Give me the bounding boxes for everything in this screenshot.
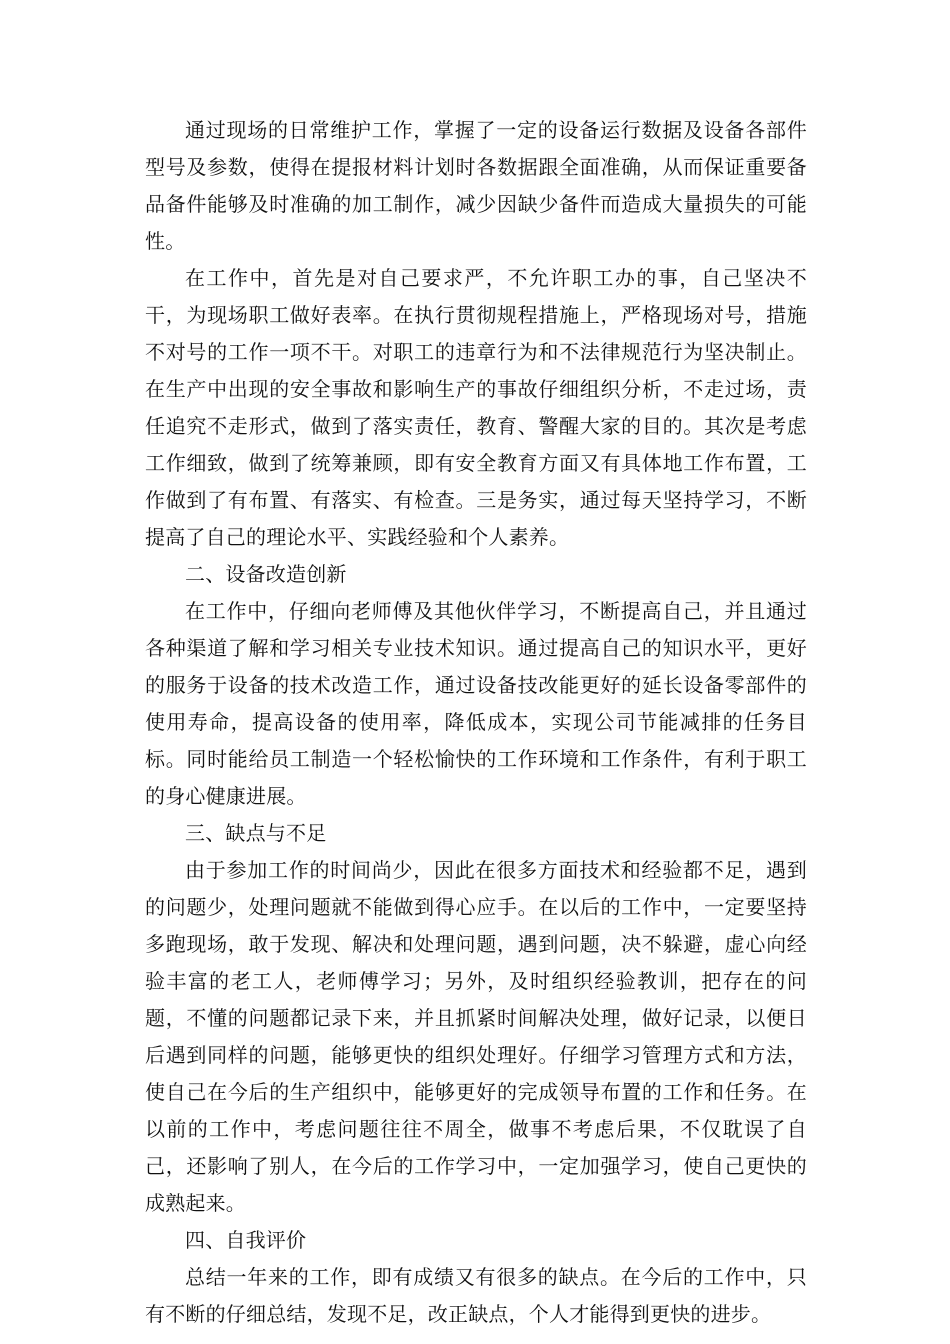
section-heading-shortcomings: 三、缺点与不足 bbox=[185, 821, 327, 845]
paragraph-maintenance: 通过现场的日常维护工作，掌握了一定的设备运行数据及设备各部件型号及参数，使得在提报材料计划时各数据跟全面准确，从而保证重要备品备件能够及时准确的加工制作，减少因缺少备件而造成大量损失的可能性。 bbox=[145, 118, 807, 253]
paragraph-shortcomings: 由于参加工作的时间尚少，因此在很多方面技术和经验都不足，遇到的问题少，处理问题就不能做到得心应手。在以后的工作中，一定要坚持多跑现场，敢于发现、解决和处理问题，遇到问题，决不躲避，虚心向经验丰富的老工人，老师傅学习；另外，及时组织经验教训，把存在的问题，不懂的问题都记录下来，并且抓紧时间解决处理，做好记录，以便日后遇到同样的问题，能够更快的组织处理好。仔细学习管理方式和方法，使自己在今后的生产组织中，能够更好的完成领导布置的工作和任务。在以前的工作中，考虑问题往往不周全，做事不考虑后果，不仅耽误了自己，还影响了别人，在今后的工作学习中，一定加强学习，使自己更快的成熟起来。 bbox=[145, 858, 807, 1215]
paragraph-self-evaluation: 总结一年来的工作，即有成绩又有很多的缺点。在今后的工作中，只有不断的仔细总结，发现不足，改正缺点，个人才能得到更快的进步。 bbox=[145, 1265, 807, 1326]
paragraph-work-attitude: 在工作中，首先是对自己要求严，不允许职工办的事，自己坚决不干，为现场职工做好表率。在执行贯彻规程措施上，严格现场对号，措施不对号的工作一项不干。对职工的违章行为和不法律规范行为坚决制止。在生产中出现的安全事故和影响生产的事故仔细组织分析，不走过场，责任追究不走形式，做到了落实责任，教育、警醒大家的目的。其次是考虑工作细致，做到了统筹兼顾，即有安全教育方面又有具体地工作布置，工作做到了有布置、有落实、有检查。三是务实，通过每天坚持学习，不断提高了自己的理论水平、实践经验和个人素养。 bbox=[145, 266, 807, 549]
paragraph-equipment-innovation: 在工作中，仔细向老师傅及其他伙伴学习，不断提高自己，并且通过各种渠道了解和学习相关专业技术知识。通过提高自己的知识水平，更好的服务于设备的技术改造工作，通过设备技改能更好的延长设备零部件的使用寿命，提高设备的使用率，降低成本，实现公司节能减排的任务目标。同时能给员工制造一个轻松愉快的工作环境和工作条件，有利于职工的身心健康进展。 bbox=[145, 599, 807, 808]
section-heading-self-evaluation: 四、自我评价 bbox=[185, 1228, 307, 1252]
document-body bbox=[145, 112, 807, 1333]
section-heading-equipment-innovation: 二、设备改造创新 bbox=[185, 562, 347, 586]
